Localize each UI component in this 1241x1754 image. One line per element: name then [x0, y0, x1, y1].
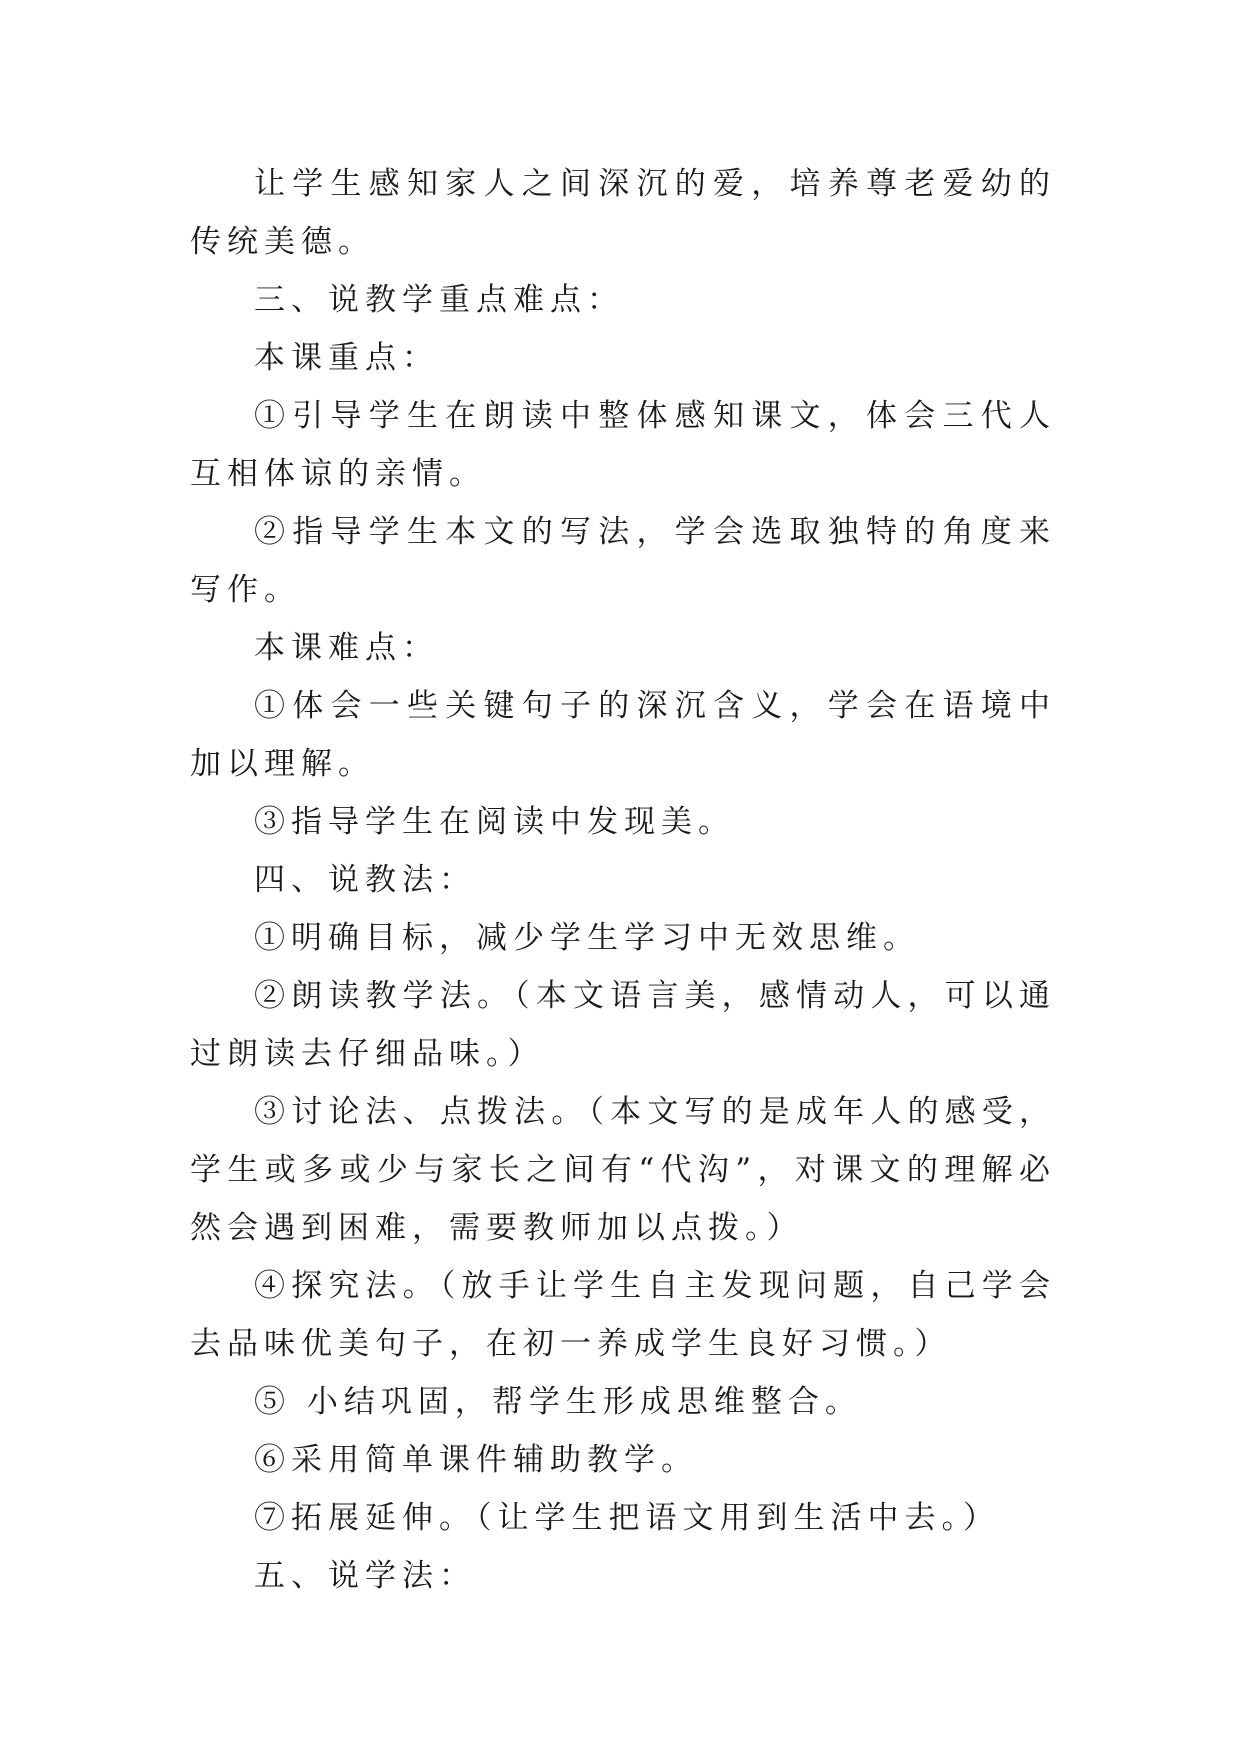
list-item-method-6: ⑥采用简单课件辅助教学。: [254, 1442, 698, 1478]
list-item-key-point-1: ①引导学生在朗读中整体感知课文，体会三代人互相体谅的亲情。: [190, 398, 1056, 492]
paragraph-moral-education: 让学生感知家人之间深沉的爱，培养尊老爱幼的传统美德。: [190, 166, 1056, 260]
list-item-method-4: ④探究法。（放手让学生自主发现问题，自己学会去品味优美句子，在初一养成学生良好习惯。）: [190, 1268, 1056, 1362]
list-item-method-7: ⑦拓展延伸。（让学生把语文用到生活中去。）: [254, 1500, 1000, 1536]
list-item-method-5: ⑤ 小结巩固，帮学生形成思维整合。: [254, 1384, 862, 1420]
list-item-key-point-2: ②指导学生本文的写法，学会选取独特的角度来写作。: [190, 514, 1056, 608]
document-body: [190, 155, 1056, 1605]
heading-learning-methods: 五、说学法：: [254, 1558, 476, 1594]
subheading-key-points: 本课重点：: [254, 340, 439, 376]
subheading-difficult-points: 本课难点：: [254, 630, 439, 666]
list-item-method-3: ③讨论法、点拨法。（本文写的是成年人的感受，学生或多或少与家长之间有“代沟”，对课文的理解必然会遇到困难，需要教师加以点拨。）: [190, 1094, 1056, 1246]
list-item-difficult-point-3: ③指导学生在阅读中发现美。: [254, 804, 735, 840]
heading-teaching-methods: 四、说教法：: [254, 862, 476, 898]
list-item-method-2: ②朗读教学法。（本文语言美，感情动人，可以通过朗读去仔细品味。）: [190, 978, 1056, 1072]
heading-key-difficult-points: 三、说教学重点难点：: [254, 282, 624, 318]
list-item-method-1: ①明确目标，减少学生学习中无效思维。: [254, 920, 920, 956]
list-item-difficult-point-1: ①体会一些关键句子的深沉含义，学会在语境中加以理解。: [190, 688, 1056, 782]
